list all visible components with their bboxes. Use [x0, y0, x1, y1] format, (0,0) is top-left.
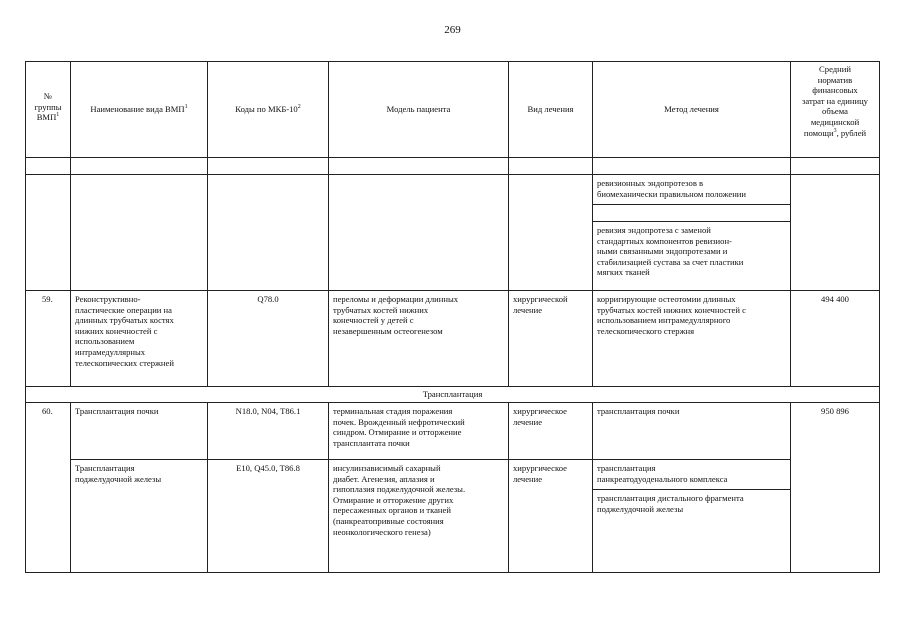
treatment-type: хирургической лечение [513, 294, 568, 315]
method-text: ревизионных эндопротезов в биомеханически правильном положении [597, 178, 747, 199]
patient-model: инсулинзависимый сахарный диабет. Агенезия, аплазия и гипоплазия поджелудочной железы. Отмирание и отторжение других пересаженных органов и тканей (панкреатопривные состояния неонкологического генеза) [333, 463, 466, 537]
avg-cost: 494 400 [821, 294, 849, 304]
icd-codes: N18.0, N04, T86.1 [235, 406, 301, 416]
method-text: трансплантация панкреатодуоденального комплекса [597, 463, 728, 484]
page-number: 269 [444, 24, 461, 36]
avg-cost: 950 896 [821, 406, 849, 416]
vmp-name: Трансплантация почки [75, 406, 159, 416]
method-text: трансплантация дистального фрагмента поджелудочной железы [597, 493, 744, 514]
method-text: ревизия эндопротеза с заменой стандартных компонентов ревизион- ными связанными эндопротезами и стабилизацией сустава за счет пластики мягких тканей [597, 225, 744, 278]
header-patient-model: Модель пациента [386, 104, 451, 114]
header-avg-cost: Средний норматив финансовых затрат на единицу объема медицинской помощи$^3$, рублей [802, 64, 868, 138]
vmp-name: Реконструктивно- пластические операции на длинных трубчатых костях нижних конечностей с использованием интрамедуллярных телескопических стержней [75, 294, 174, 368]
treatment-type: хирургическое лечение [513, 463, 567, 484]
row-number: 59. [42, 294, 53, 304]
patient-model: переломы и деформации длинных трубчатых костей нижних конечностей у детей с незавершенным остеогенезом [333, 294, 459, 336]
header-vmp-name: Наименование вида ВМП$^1$ [90, 104, 188, 114]
patient-model: терминальная стадия поражения почек. Врожденный нефротический синдром. Отмирание и отторжение трансплантата почки [333, 406, 465, 448]
icd-codes: E10, Q45.0, T86.8 [236, 463, 300, 473]
method-text: корригирующие остеотомии длинных трубчатых костей нижних конечностей с использованием интрамедуллярного телескопического стержня [597, 294, 746, 336]
treatment-type: хирургическое лечение [513, 406, 567, 427]
header-group-no: № группы ВМП$^1$ [34, 91, 62, 123]
vmp-name: Трансплантация поджелудочной железы [75, 463, 162, 484]
header-treatment-method: Метод лечения [664, 104, 719, 114]
section-title: Трансплантация [422, 389, 483, 399]
header-treatment-type: Вид лечения [527, 104, 574, 114]
method-text: трансплантация почки [597, 406, 680, 416]
icd-codes: Q78.0 [257, 294, 279, 304]
row-number: 60. [42, 406, 53, 416]
header-icd-codes: Коды по МКБ-$10^2$ [235, 104, 301, 114]
